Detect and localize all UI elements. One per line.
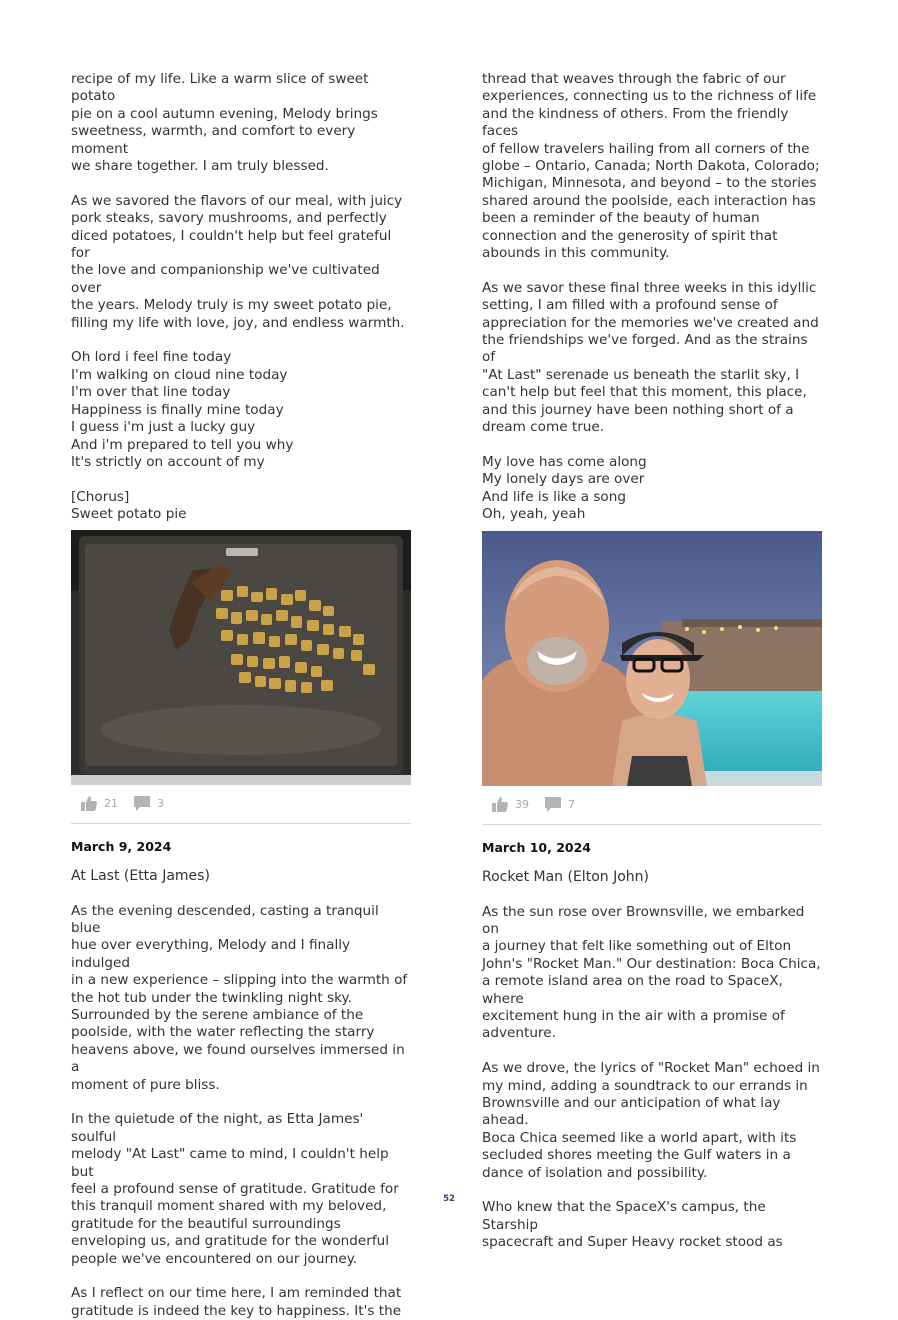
thumbs-up-icon	[81, 796, 97, 811]
speech-bubble-icon	[134, 796, 150, 811]
post-date: March 9, 2024	[71, 838, 172, 854]
comment-count: 3	[157, 797, 164, 811]
pool-selfie-photo[interactable]	[482, 531, 822, 786]
like-count: 39	[515, 798, 529, 812]
final-weeks-paragraph: As we savor these final three weeks in this idyllic setting, I am filled with a profound sense of appreciation for the memories we've created and the friendships we've forged. And as the strains of "At Last" serenade us beneath the starlit sky, I can't help but feel that this moment, this place, and this journey have been nothing short of a dream come true.	[482, 279, 819, 436]
lyrics-text: My love has come along My lonely days are over And life is like a song Oh, yeah, yeah	[482, 453, 647, 523]
right-post-stats	[482, 786, 822, 825]
left-column	[71, 71, 411, 1320]
right-column	[482, 71, 822, 1252]
post-paragraph-1: As the evening descended, casting a tranquil blue hue over everything, Melody and I finally indulged in a new experience – slipping into the warmth of the hot tub under the twinkling night sky. Surrounded by the serene ambiance of the poolside, with the water reflecting the starry heavens above, we found ourselves immersed in a moment of pure bliss.	[71, 902, 408, 1093]
left-intro-text: recipe of my life. Like a warm slice of sweet potato pie on a cool autumn evening, Melody brings sweetness, warmth, and comfort to every moment we share together. I am truly blessed.	[71, 71, 378, 175]
meal-paragraph: As we savored the flavors of our meal, with juicy pork steaks, savory mushrooms, and perfectly diced potatoes, I couldn't help but feel grateful for the love and companionship we've cultivated over the years. Melody truly is my sweet potato pie, filling my life with love, joy, and endless warmth.	[71, 192, 405, 331]
like-count: 21	[104, 797, 118, 811]
left-post-stats	[71, 785, 411, 824]
post-title: At Last (Etta James)	[71, 867, 210, 884]
post-title: Rocket Man (Elton John)	[482, 868, 649, 885]
thumbs-up-icon	[492, 797, 508, 812]
comment-count-group[interactable]	[134, 796, 164, 811]
griddle-food-photo[interactable]	[71, 530, 411, 785]
chorus-text: [Chorus] Sweet potato pie	[71, 488, 187, 523]
post-paragraph-3: Who knew that the SpaceX's campus, the Starship spacecraft and Super Heavy rocket stood as	[482, 1199, 783, 1251]
page-number: 52	[443, 1194, 455, 1204]
post-paragraph-2: In the quietude of the night, as Etta James' soulful melody "At Last" came to mind, I couldn't help but feel a profound sense of gratitude. Gratitude for this tranquil moment shared with my beloved, gratitude for the beautiful surroundings enveloping us, and gratitude for the wonderful people we've encountered on our journey.	[71, 1111, 399, 1267]
post-paragraph-3: As I reflect on our time here, I am reminded that gratitude is indeed the key to happiness. It's the	[71, 1285, 402, 1319]
speech-bubble-icon	[545, 797, 561, 812]
like-count-group[interactable]	[492, 797, 529, 812]
like-count-group[interactable]	[81, 796, 118, 811]
comment-count: 7	[568, 798, 575, 812]
comment-count-group[interactable]	[545, 797, 575, 812]
right-intro-text: thread that weaves through the fabric of our experiences, connecting us to the richness of life and the kindness of others. From the friendly faces of fellow travelers hailing from all corners of the globe – Ontario, Canada; North Dakota, Colorado; Michigan, Minnesota, and beyond – to the stories shared around the poolside, each interaction has been a reminder of the beauty of human connection and the generosity of spirit that abounds in this community.	[482, 71, 820, 262]
lyrics-text: Oh lord i feel fine today I'm walking on cloud nine today I'm over that line today Happiness is finally mine today I guess i'm just a lucky guy And i'm prepared to tell you why It's strictly on account of my	[71, 349, 294, 470]
post-date: March 10, 2024	[482, 839, 591, 855]
post-paragraph-2: As we drove, the lyrics of "Rocket Man" echoed in my mind, adding a soundtrack to our errands in Brownsville and our anticipation of what lay ahead. Boca Chica seemed like a world apart, with its secluded shores meeting the Gulf waters in a dance of isolation and possibility.	[482, 1060, 820, 1181]
post-paragraph-1: As the sun rose over Brownsville, we embarked on a journey that felt like something out of Elton John's "Rocket Man." Our destination: Boca Chica, a remote island area on the road to SpaceX, where excitement hung in the air with a promise of adventure.	[482, 903, 821, 1042]
